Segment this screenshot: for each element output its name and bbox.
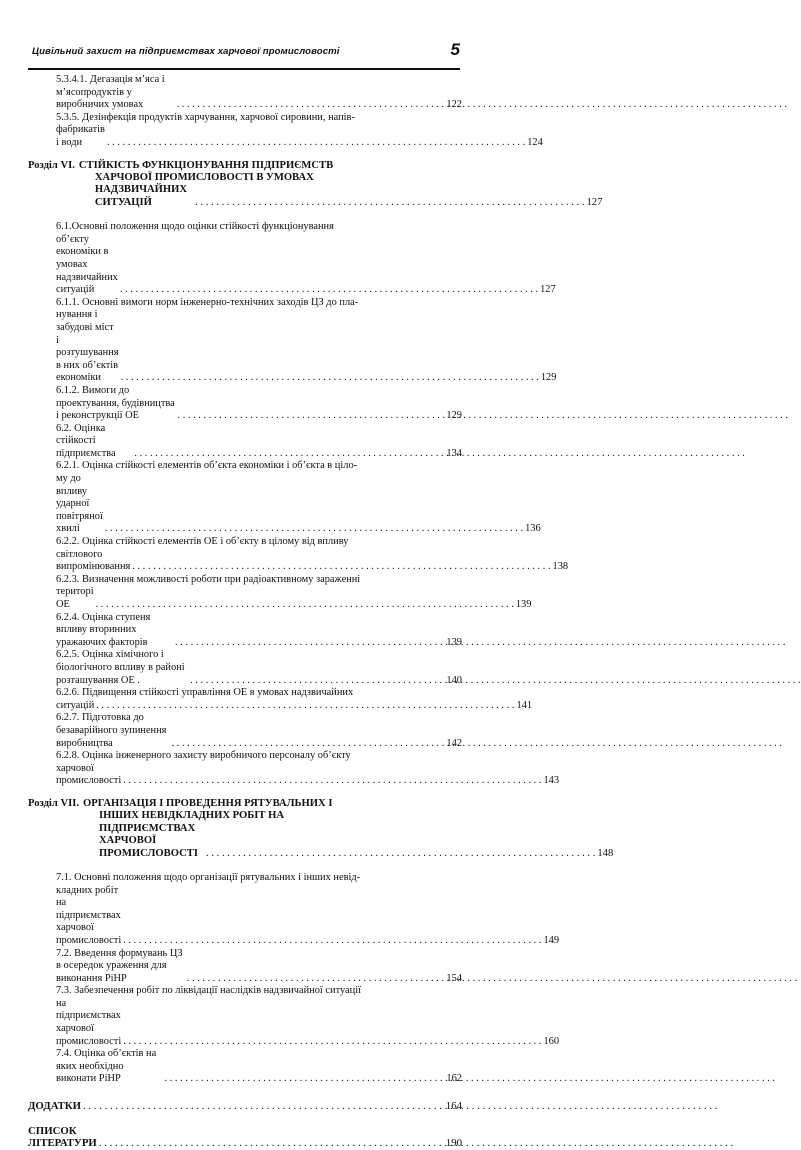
dot-leader	[130, 561, 552, 574]
section-title-line: ПІДПРИЄМСТВАХ ХАРЧОВОЇ ПРОМИСЛОВОСТІ	[99, 822, 198, 859]
toc-page-number: 142	[446, 737, 462, 749]
toc-entry-6-1-1[interactable]	[28, 296, 557, 385]
toc-page-number: 190	[445, 1137, 462, 1150]
toc-entry-text-cont: харчової промисловості	[56, 762, 122, 787]
dot-leader	[188, 675, 440, 688]
section-title-line: ІНШИХ НЕВІДКЛАДНИХ РОБІТ НА	[99, 810, 285, 822]
toc-page-number: 148	[597, 847, 614, 859]
toc-entry-text: 6.1.2. Вимоги до проектування, будівництва і реконструкції ОЕ	[56, 384, 175, 422]
toc-entry-6-1-2[interactable]	[28, 385, 462, 423]
toc-entry-6-2-1[interactable]	[28, 460, 541, 536]
toc-entry-text: 6.2. Оцінка стійкості підприємства	[56, 422, 116, 459]
toc-entry-text: ДОДАТКИ	[28, 1100, 81, 1113]
toc-page-number: 164	[445, 1100, 462, 1113]
toc-entry-6-2-5[interactable]	[28, 649, 462, 687]
toc-page-number: 160	[543, 1035, 560, 1047]
toc-entry-text: 6.2.7. Підготовка до безаварійного зупинення виробництва	[56, 712, 167, 749]
toc-page-number: 139	[515, 599, 532, 610]
toc-entry-text-cont: нування і забудові міст і розтушування в них об’єктів економіки	[56, 309, 119, 384]
toc-entry-6-2-6[interactable]	[28, 687, 533, 712]
toc-page-number: 127	[540, 284, 556, 296]
toc-entry-7-2[interactable]	[28, 948, 462, 986]
toc-entry-text-cont: на підприємствах харчової промисловості	[56, 997, 122, 1047]
section-title-line: НАДЗВИЧАЙНИХ СИТУАЦІЙ	[94, 184, 188, 208]
toc-entry-text-cont: фабрикатів і води	[56, 124, 105, 148]
toc-entry-text-cont: кладних робіт на підприємствах харчової промисловості	[56, 884, 122, 946]
toc-page-number: 143	[543, 775, 560, 787]
toc-entry-text-cont: світлового випромінювання	[56, 548, 131, 573]
toc-entry-text: 7.1. Основні положення щодо організації рятувальних і інших невід-	[56, 871, 361, 883]
section-title-line: ХАРЧОВОЇ ПРОМИСЛОВОСТІ В УМОВАХ	[94, 171, 314, 183]
dot-leader	[193, 197, 586, 209]
dot-leader	[94, 700, 516, 713]
header-rule	[28, 68, 460, 70]
toc-entry-6-2-2[interactable]	[28, 536, 569, 574]
dot-leader	[105, 137, 527, 150]
dot-leader	[163, 1073, 441, 1086]
toc-entry-text: 6.2.1. Оцінка стійкості елементів об’єкта економіки і об’єкта в ціло-	[56, 460, 358, 472]
dot-leader	[121, 1036, 543, 1049]
toc-entry-6-2-4[interactable]	[28, 612, 462, 650]
dot-leader	[185, 973, 440, 986]
toc-entry-text: 6.2.3. Визначення можливості роботи при радіоактивному зараженні	[56, 573, 361, 585]
dot-leader	[103, 523, 525, 536]
toc-entry-appendices[interactable]	[28, 1100, 462, 1113]
toc-entry-text: 5.3.4.1. Дегазація м’яса і м’ясопродуктів у виробничих умовах	[56, 74, 165, 111]
toc-entry-text: 6.1.1. Основні вимоги норм інженерно-технічних заходів ЦЗ до пла-	[56, 296, 359, 308]
dot-leader	[204, 848, 597, 860]
dot-leader	[121, 935, 543, 948]
toc-entry-text: 7.4. Оцінка об’єктів на яких необхідно виконати РіНР	[56, 1048, 157, 1085]
toc-page-number: 149	[543, 934, 560, 946]
section-title-line: СТІЙКІСТЬ ФУНКЦІОНУВАННЯ ПІДПРИЄМСТВ	[78, 159, 334, 171]
toc-entry-text: 6.2.5. Оцінка хімічного і біологічного впливу в районі розташування ОЕ .	[56, 649, 185, 686]
running-header	[28, 38, 460, 66]
toc-page-number: 134	[446, 447, 462, 459]
dot-leader	[119, 372, 541, 385]
toc-entry-text-cont: му до впливу ударної повітряної хвилі	[56, 473, 103, 535]
toc-entry-text-cont: ситуацій	[56, 699, 95, 711]
toc-entry-6-2-3[interactable]	[28, 573, 532, 612]
toc-section-7[interactable]	[28, 797, 614, 860]
running-title: Цивільний захист на підприємствах харчової промисловості	[32, 46, 340, 57]
toc-page-number: 129	[446, 410, 462, 422]
toc-entry-text: 5.3.5. Дезінфекція продуктів харчування, харчової сировини, напів-	[56, 111, 355, 123]
toc-entry-6-1[interactable]	[28, 221, 556, 297]
toc-entry-text: 6.2.6. Підвищення стійкості управління ОЕ в умовах надзвичайних	[56, 687, 354, 699]
toc-page-number: 136	[525, 523, 541, 535]
dot-leader	[175, 99, 440, 112]
section-title-line: ОРГАНІЗАЦІЯ І ПРОВЕДЕННЯ РЯТУВАЛЬНИХ І	[83, 797, 333, 809]
toc-page-number: 141	[516, 699, 533, 711]
toc-page-number: 140	[446, 674, 462, 686]
toc-page-number: 162	[446, 1073, 462, 1085]
toc-entry-6-2-7[interactable]	[28, 712, 462, 750]
toc-entry-7-1[interactable]	[28, 871, 560, 948]
toc-entry-references[interactable]	[28, 1125, 462, 1150]
toc-entry-text: 6.1.Основні положення щодо оцінки стійкості функціонування	[56, 221, 334, 233]
toc-entry-text: 7.3. Забезпечення робіт по ліквідації наслідків надзвичайної ситуації	[56, 985, 362, 997]
toc-page-number: 154	[446, 972, 462, 984]
table-of-contents	[28, 74, 614, 1150]
toc-entry-text-cont: територі ОЕ	[56, 586, 94, 610]
dot-leader	[176, 410, 440, 423]
toc-page-number: 124	[527, 136, 543, 148]
toc-entry-text: 6.2.8. Оцінка інженерного захисту виробничого персоналу об’єкту	[56, 750, 351, 762]
dot-leader	[81, 1100, 440, 1113]
toc-entry-6-2-8[interactable]	[28, 750, 560, 788]
toc-page-number: 139	[446, 636, 462, 648]
toc-section-6[interactable]	[28, 159, 603, 210]
toc-entry-5-3-4-1[interactable]	[28, 74, 462, 112]
page-number: 5	[450, 40, 460, 59]
dot-leader	[170, 738, 440, 751]
toc-page-number: 127	[586, 196, 603, 208]
dot-leader	[118, 284, 540, 297]
dot-leader	[94, 599, 516, 612]
toc-page-number: 122	[446, 99, 462, 111]
dot-leader	[121, 775, 543, 788]
toc-entry-7-3[interactable]	[28, 985, 560, 1048]
toc-entry-5-3-5[interactable]	[28, 111, 543, 150]
toc-page-number: 138	[552, 561, 569, 573]
toc-entry-text-cont: об’єкту економіки в умовах надзвичайних ситуацій	[56, 233, 118, 296]
toc-page-number: 129	[540, 372, 557, 384]
toc-entry-text: 7.2. Введення формувань ЦЗ в осередок ураження для виконання РіНР	[56, 947, 183, 984]
toc-entry-6-2[interactable]	[28, 423, 462, 461]
toc-entry-text: 6.2.4. Оцінка ступеня впливу вторинних уражаючих факторів	[56, 611, 151, 648]
dot-leader	[97, 1137, 440, 1150]
toc-entry-text: СПИСОК ЛІТЕРАТУРИ	[28, 1124, 97, 1150]
dot-leader	[173, 637, 440, 650]
toc-entry-7-4[interactable]	[28, 1048, 462, 1086]
section-label: Розділ VI.	[28, 159, 75, 171]
toc-entry-text: 6.2.2. Оцінка стійкості елементів ОЕ і об’єкту в цілому від впливу	[56, 536, 349, 548]
section-label: Розділ VII.	[28, 797, 80, 809]
dot-leader	[132, 448, 440, 461]
